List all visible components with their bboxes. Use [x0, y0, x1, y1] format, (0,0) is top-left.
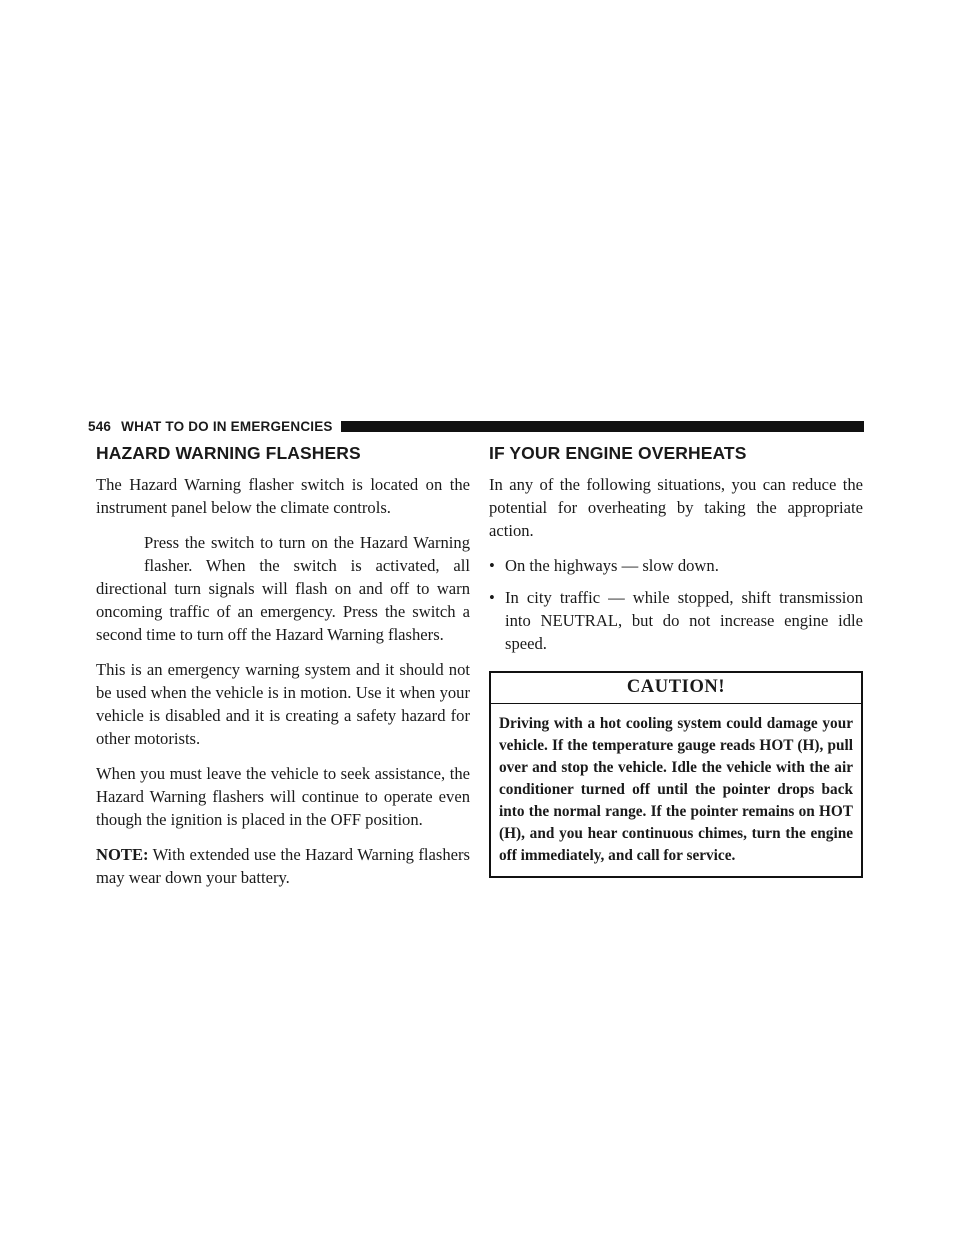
- hazard-heading: HAZARD WARNING FLASHERS: [96, 443, 361, 463]
- header-rule: [341, 421, 864, 432]
- caution-box: [489, 671, 863, 878]
- list-item-text: On the highways — slow down.: [505, 556, 719, 575]
- note-label: NOTE:: [96, 845, 149, 864]
- list-item: [489, 554, 863, 577]
- hazard-press-text: Press the switch to turn on the Hazard Warning flasher. When the switch is activated, all directional turn signals will flash on and off to warn oncoming traffic of an emergency. Press the switch a second time to turn off the Hazard Warning flashers.: [96, 533, 470, 644]
- hazard-note: [96, 843, 470, 889]
- hazard-intro: The Hazard Warning flasher switch is located on the instrument panel below the climate controls.: [96, 475, 470, 517]
- list-item: [489, 586, 863, 655]
- bullet-icon: •: [489, 556, 495, 575]
- overheat-heading: IF YOUR ENGINE OVERHEATS: [489, 443, 747, 463]
- caution-text: Driving with a hot cooling system could damage your vehicle. If the temperature gauge reads HOT (H), pull over and stop the vehicle. Idle the vehicle with the air conditioner turned off until the pointer drops back into the normal range. If the pointer remains on HOT (H), and you hear continuous chimes, turn the engine off immediately, and call for service.: [499, 715, 853, 864]
- page-number: 546: [88, 418, 112, 434]
- hazard-emergency-text: This is an emergency warning system and it should not be used when the vehicle is in motion. Use it when your vehicle is disabled and it is creating a safety hazard for other motorists.: [96, 660, 470, 748]
- page-header: [88, 416, 864, 436]
- bullet-icon: •: [489, 588, 495, 607]
- caution-title: CAUTION!: [491, 673, 861, 704]
- hazard-section: [96, 443, 470, 901]
- section-title: WHAT TO DO IN EMERGENCIES: [121, 418, 333, 434]
- list-item-text: In city traffic — while stopped, shift transmission into NEUTRAL, but do not increase engine idle speed.: [505, 588, 863, 653]
- hazard-leave-text: When you must leave the vehicle to seek assistance, the Hazard Warning flashers will continue to operate even though the ignition is placed in the OFF position.: [96, 764, 470, 829]
- overheat-bullet-list: [489, 554, 863, 655]
- note-text: With extended use the Hazard Warning flashers may wear down your battery.: [96, 845, 470, 887]
- hazard-warning-icon: [96, 533, 144, 577]
- overheat-intro: In any of the following situations, you can reduce the potential for overheating by taking the appropriate action.: [489, 475, 863, 540]
- overheat-section: [489, 443, 863, 878]
